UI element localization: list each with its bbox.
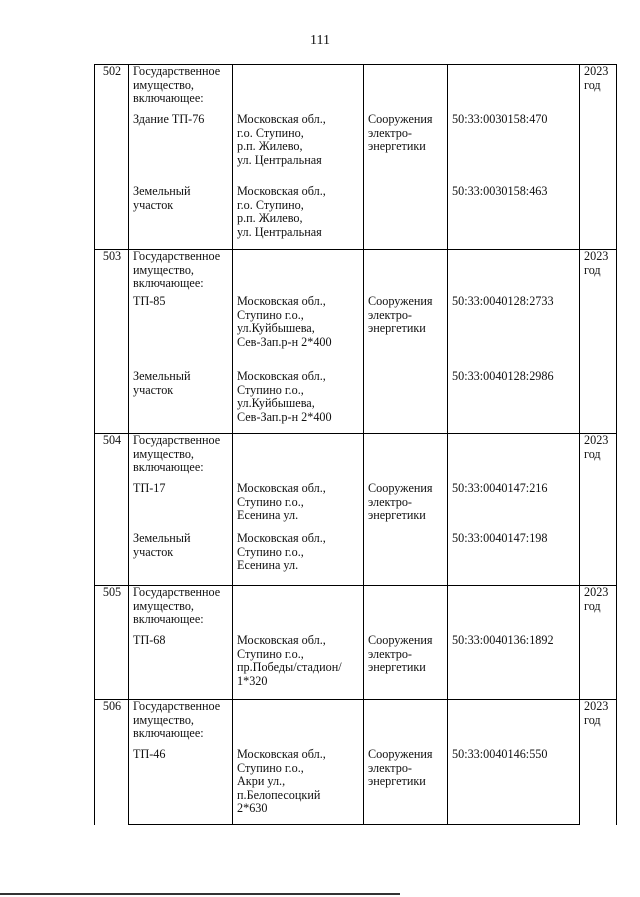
item-row	[95, 185, 617, 250]
registry-group-503	[95, 250, 617, 434]
item-cadastral: 50:33:0040128:2986	[448, 370, 580, 434]
item-address: Московская обл., г.о. Ступино, р.п. Жилево, ул. Центральная	[233, 185, 364, 250]
item-row	[95, 532, 617, 586]
item-row	[95, 113, 617, 185]
item-name: Земельный участок	[129, 532, 233, 586]
item-cadastral: 50:33:0040136:1892	[448, 634, 580, 700]
item-name: Земельный участок	[129, 370, 233, 434]
item-row	[95, 634, 617, 700]
group-header: Государственное имущество, включающее:	[129, 700, 233, 749]
row-number: 502	[95, 65, 129, 250]
registry-group-505	[95, 586, 617, 700]
item-address: Московская обл., Ступино г.о., ул.Куйбышева, Сев-Зап.р-н 2*400	[233, 370, 364, 434]
group-header-row	[95, 434, 617, 483]
year: 2023 год	[580, 250, 617, 434]
item-type: Сооружения электро- энергетики	[364, 482, 448, 532]
item-name: ТП-85	[129, 295, 233, 370]
item-type: Сооружения электро- энергетики	[364, 634, 448, 700]
item-cadastral: 50:33:0030158:470	[448, 113, 580, 185]
item-name: ТП-68	[129, 634, 233, 700]
group-header-row	[95, 700, 617, 749]
item-name: Здание ТП-76	[129, 113, 233, 185]
registry-group-502	[95, 65, 617, 250]
item-name: ТП-46	[129, 748, 233, 825]
row-number: 503	[95, 250, 129, 434]
group-header: Государственное имущество, включающее:	[129, 434, 233, 483]
item-row	[95, 295, 617, 370]
item-type	[364, 370, 448, 434]
year: 2023 год	[580, 586, 617, 700]
item-type: Сооружения электро- энергетики	[364, 113, 448, 185]
item-row	[95, 748, 617, 825]
group-header-row	[95, 250, 617, 296]
item-type	[364, 185, 448, 250]
item-type	[364, 532, 448, 586]
row-number: 505	[95, 586, 129, 700]
item-cadastral: 50:33:0030158:463	[448, 185, 580, 250]
item-name: Земельный участок	[129, 185, 233, 250]
row-number: 506	[95, 700, 129, 825]
registry-group-506	[95, 700, 617, 825]
group-header: Государственное имущество, включающее:	[129, 586, 233, 635]
item-row	[95, 482, 617, 532]
item-address: Московская обл., Ступино г.о., Акри ул., п.Белопесоцкий 2*630	[233, 748, 364, 825]
item-address: Московская обл., Ступино г.о., Есенина ул.	[233, 532, 364, 586]
year: 2023 год	[580, 434, 617, 586]
group-header: Государственное имущество, включающее:	[129, 250, 233, 296]
item-address: Московская обл., Ступино г.о., пр.Победы/стадион/ 1*320	[233, 634, 364, 700]
item-cadastral: 50:33:0040146:550	[448, 748, 580, 825]
item-type: Сооружения электро- энергетики	[364, 748, 448, 825]
group-header-row	[95, 586, 617, 635]
item-name: ТП-17	[129, 482, 233, 532]
item-address: Московская обл., Ступино г.о., Есенина ул.	[233, 482, 364, 532]
item-type: Сооружения электро- энергетики	[364, 295, 448, 370]
item-row	[95, 370, 617, 434]
registry-group-504	[95, 434, 617, 586]
item-cadastral: 50:33:0040128:2733	[448, 295, 580, 370]
year: 2023 год	[580, 700, 617, 825]
page-number: 111	[310, 33, 330, 48]
year: 2023 год	[580, 65, 617, 250]
property-registry-table	[94, 64, 617, 825]
group-header-row	[95, 65, 617, 114]
item-cadastral: 50:33:0040147:198	[448, 532, 580, 586]
scan-edge-line	[0, 893, 400, 895]
group-header: Государственное имущество, включающее:	[129, 65, 233, 114]
item-address: Московская обл., г.о. Ступино, р.п. Жилево, ул. Центральная	[233, 113, 364, 185]
item-cadastral: 50:33:0040147:216	[448, 482, 580, 532]
item-address: Московская обл., Ступино г.о., ул.Куйбышева, Сев-Зап.р-н 2*400	[233, 295, 364, 370]
row-number: 504	[95, 434, 129, 586]
